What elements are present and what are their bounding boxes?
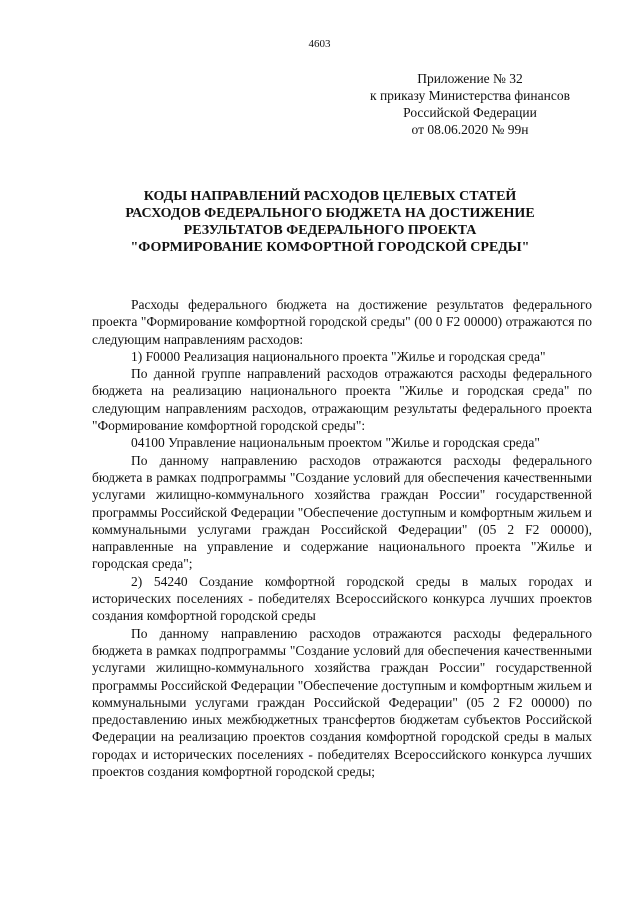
paragraph: По данному направлению расходов отражаются расходы федерального бюджета в рамках подпрограммы "Создание условий для обеспечения качественными услугами жилищно-коммунального хозяйства граждан России" государственной программы Российской Федерации "Обеспечение доступным и комфортным жильем и коммунальными услугами граждан Российской Федерации" (05 2 F2 00000), направленные на управление и содержание национального проекта "Жилье и городская среда"; xyxy=(92,452,592,572)
title-line: РАСХОДОВ ФЕДЕРАЛЬНОГО БЮДЖЕТА НА ДОСТИЖЕНИЕ xyxy=(125,206,535,221)
document-body xyxy=(92,296,592,780)
page-number: 4603 xyxy=(308,38,331,50)
appendix-line: от 08.06.2020 № 99н xyxy=(411,122,529,137)
paragraph: 2) 54240 Создание комфортной городской среды в малых городах и исторических поселениях - победителях Всероссийского конкурса лучших проектов создания комфортной городской среды xyxy=(92,573,592,624)
paragraph: Расходы федерального бюджета на достижение результатов федерального проекта "Формирование комфортной городской среды" (00 0 F2 00000) отражаются по следующим направлениям расходов: xyxy=(92,297,592,347)
title-line: "ФОРМИРОВАНИЕ КОМФОРТНОЙ ГОРОДСКОЙ СРЕДЫ" xyxy=(130,240,530,255)
paragraph: По данной группе направлений расходов отражаются расходы федерального бюджета на реализацию национального проекта "Жилье и городская среда" по следующим направлениям расходов, отражающим результаты федерального проекта "Формирование комфортной городской среды": xyxy=(92,366,592,434)
document-title xyxy=(60,188,600,256)
appendix-header xyxy=(340,70,600,138)
title-line: КОДЫ НАПРАВЛЕНИЙ РАСХОДОВ ЦЕЛЕВЫХ СТАТЕЙ xyxy=(143,189,517,204)
paragraph: 1) F0000 Реализация национального проекта "Жилье и городская среда" xyxy=(131,348,546,364)
paragraph: По данному направлению расходов отражаются расходы федерального бюджета в рамках подпрограммы "Создание условий для обеспечения качественными услугами жилищно-коммунального хозяйства граждан России" государственной программы Российской Федерации "Обеспечение доступным и комфортным жильем и коммунальными услугами граждан Российской Федерации" (05 2 F2 00000) по предоставлению иных межбюджетных трансфертов бюджетам субъектов Российской Федерации на реализацию проектов создания комфортной городской среды в малых городах и исторических поселениях - победителях Всероссийского конкурса лучших проектов создания комфортной городской среды; xyxy=(92,625,592,780)
appendix-line: Российской Федерации xyxy=(403,105,537,120)
appendix-line: к приказу Министерства финансов xyxy=(370,88,570,103)
paragraph: 04100 Управление национальным проектом "Жилье и городская среда" xyxy=(131,435,540,451)
appendix-line: Приложение № 32 xyxy=(417,71,523,86)
title-line: РЕЗУЛЬТАТОВ ФЕДЕРАЛЬНОГО ПРОЕКТА xyxy=(183,223,477,238)
